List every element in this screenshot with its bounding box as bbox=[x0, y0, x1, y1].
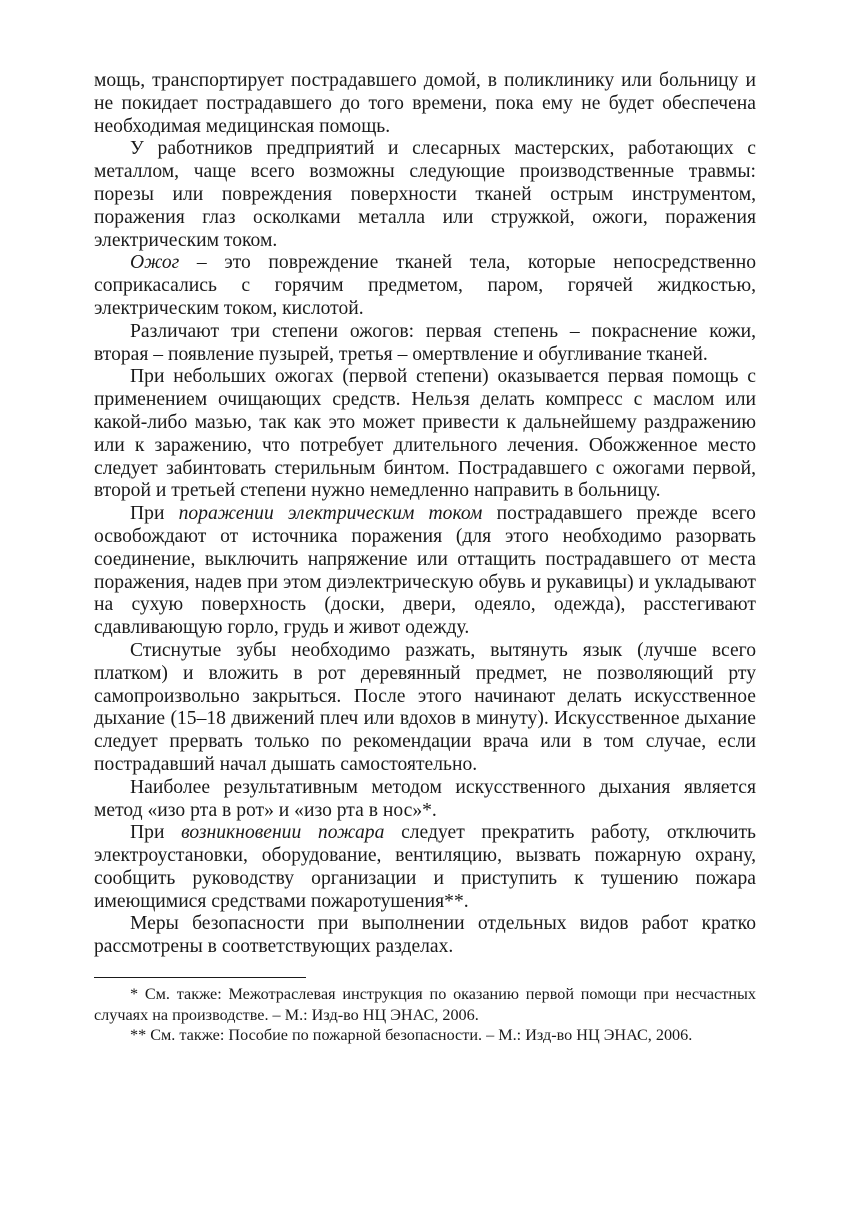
document-page bbox=[94, 70, 756, 1046]
term-fire: возникновении пожара bbox=[181, 822, 385, 844]
electric-shock-text: пострадавшего прежде всего освобождают от источника поражения (для этого необходимо разорвать соединение, выключить напряжение или оттащить пострадавшего от места поражения, надев при этом диэлектрическую обувь и рукавицы) и укладывают на сухую поверхность (доски, двери, одеяло, одежда), расстегивают сдавливающую горло, грудь и живот одежду. bbox=[94, 503, 756, 639]
electric-shock-lead: При bbox=[130, 503, 179, 525]
term-burn: Ожог bbox=[130, 252, 180, 274]
paragraph-safety-measures: Меры безопасности при выполнении отдельных видов работ кратко рассмотрены в соответствующих разделах. bbox=[94, 913, 756, 958]
paragraph-minor-burns: При небольших ожогах (первой степени) оказывается первая помощь с применением очищающих средств. Нельзя делать компресс с маслом или какой-либо мазью, так как это может привести к дальнейшему раздражению или к заражению, что потребует длительного лечения. Обожженное место следует забинтовать стерильным бинтом. Пострадавшего с ожогами первой, второй и третьей степени нужно немедленно направить в больницу. bbox=[94, 366, 756, 502]
burn-definition-text: – это повреждение тканей тела, которые непосредственно соприкасались с горячим предметом, паром, горячей жидкостью, электрическим током, кислотой. bbox=[94, 252, 756, 319]
paragraph-fire bbox=[94, 822, 756, 913]
footnotes bbox=[94, 984, 756, 1046]
term-electric-shock: поражении электрическим током bbox=[178, 503, 483, 525]
paragraph-continuation: мощь, транспортирует пострадавшего домой, в поликлинику или больницу и не покидает пострадавшего до того времени, пока ему не будет обеспечена необходимая медицинская помощь. bbox=[94, 70, 756, 137]
paragraph-burn-definition bbox=[94, 252, 756, 320]
footnote-divider bbox=[94, 977, 306, 978]
footnote-2: ** См. также: Пособие по пожарной безопасности. – М.: Изд-во НЦ ЭНАС, 2006. bbox=[130, 1026, 693, 1045]
paragraph-respiration-method: Наиболее результативным методом искусственного дыхания является метод «изо рта в рот» и «изо рта в нос»*. bbox=[94, 776, 756, 821]
fire-lead: При bbox=[130, 822, 182, 844]
body-text bbox=[94, 70, 756, 959]
paragraph-artificial-respiration: Стиснутые зубы необходимо разжать, вытянуть язык (лучше всего платком) и вложить в рот деревянный предмет, не позволяющий рту самопроизвольно закрыться. После этого начинают делать искусственное дыхание (15–18 движений плеч или вдохов в минуту). Искусственное дыхание следует прервать только по рекомендации врача или в том случае, если пострадавший начал дышать самостоятельно. bbox=[94, 639, 756, 775]
paragraph-burn-degrees: Различают три степени ожогов: первая степень – покраснение кожи, вторая – появление пузырей, третья – омертвление и обугливание тканей. bbox=[94, 320, 756, 365]
paragraph-electric-shock bbox=[94, 503, 756, 640]
footnote-1: * См. также: Межотраслевая инструкция по оказанию первой помощи при несчастных случаях на производстве. – М.: Изд-во НЦ ЭНАС, 2006. bbox=[94, 985, 756, 1024]
paragraph-workplace-injuries: У работников предприятий и слесарных мастерских, работающих с металлом, чаще всего возможны следующие производственные травмы: порезы или повреждения поверхности тканей острым инструментом, поражения глаз осколками металла или стружкой, ожоги, поражения электрическим током. bbox=[94, 138, 756, 251]
fire-text: следует прекратить работу, отключить электроустановки, оборудование, вентиляцию, вызвать пожарную охрану, сообщить руководству организации и приступить к тушению пожара имеющимися средствами пожаротушения**. bbox=[94, 822, 756, 912]
